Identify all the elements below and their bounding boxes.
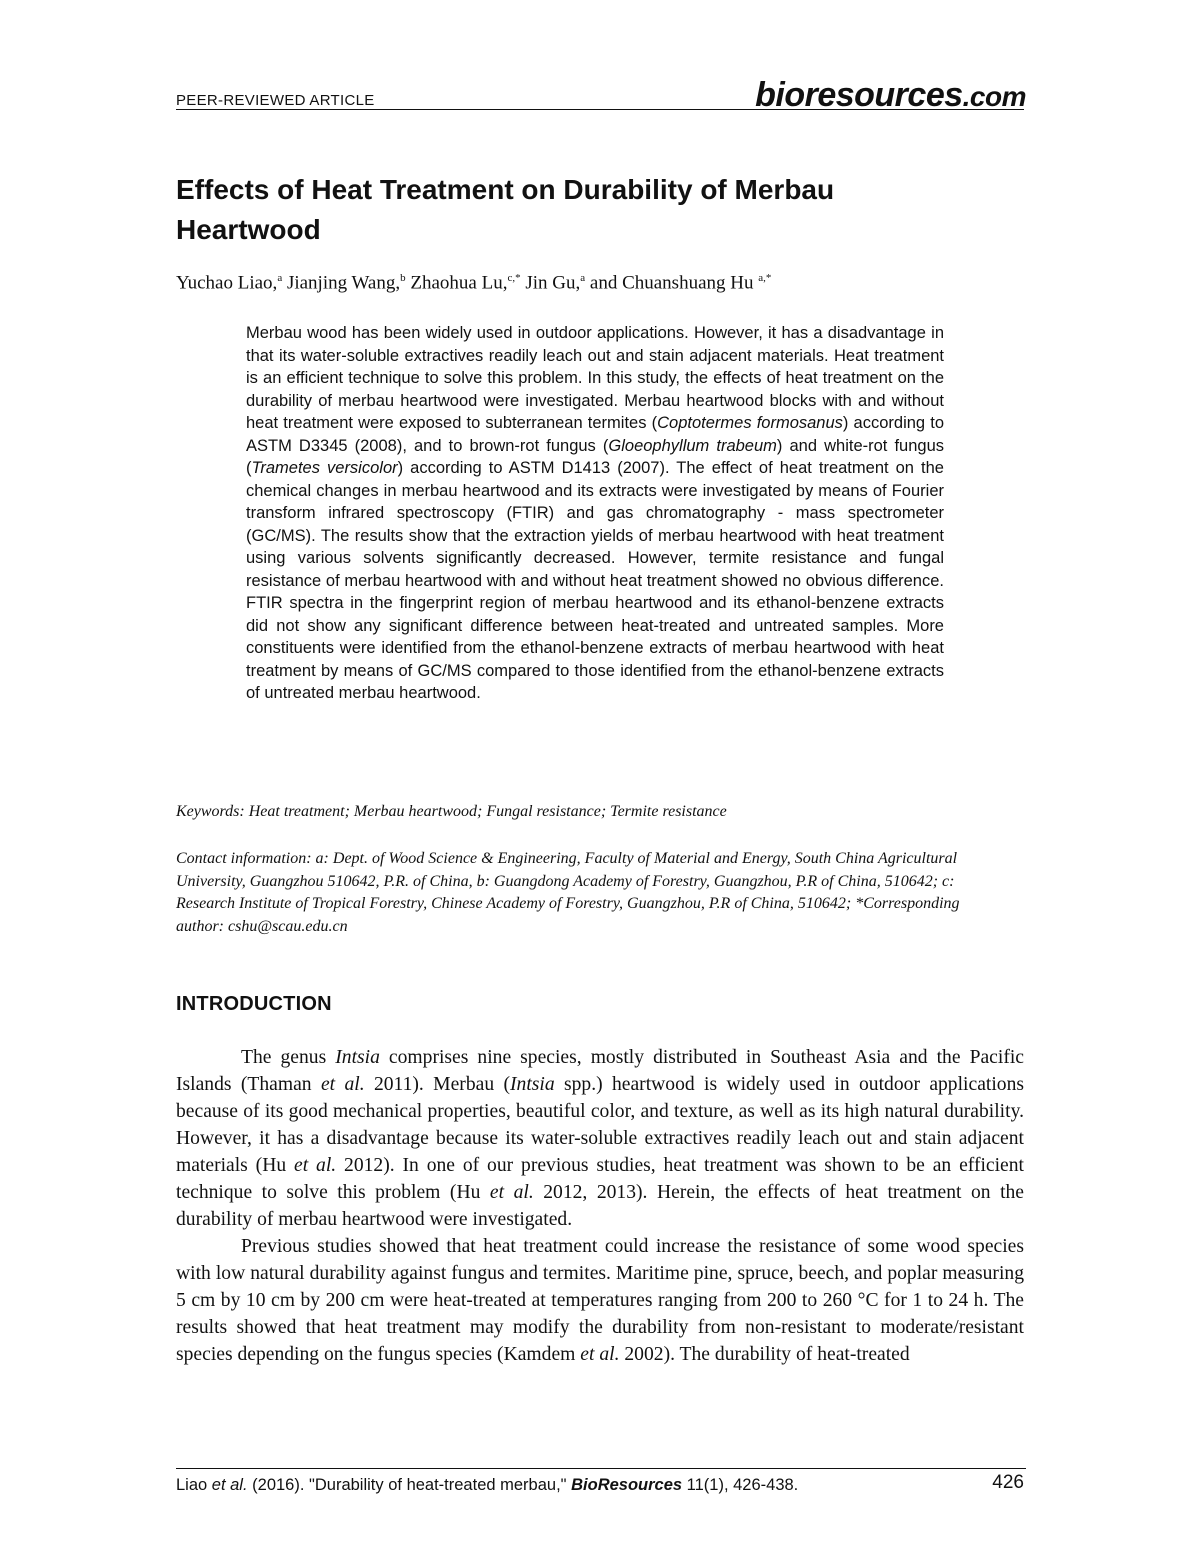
citation-etal: et al.: [211, 1476, 248, 1494]
citation-etal: et al.: [294, 1155, 337, 1176]
citation-etal: et al.: [320, 1074, 365, 1095]
text: 2012). In one of our previous studies, heat treatment was shown to be an efficient technique to solve this problem (Hu: [176, 1155, 1024, 1203]
author-list: [176, 272, 1026, 294]
contact-information: Contact information: a: Dept. of Wood Science & Engineering, Faculty of Material and Energy, South China Agricultural University, Guangzhou 510642, P.R. of China, b: Guangdong Academy of Forestry, Guangzhou, P.R of China, 510642; c: Research Institute of Tropical Forestry, Chinese Academy of Forestry, Guangzhou, P.R of China, 510642; *Corresponding author: cshu@scau.edu.cn: [176, 850, 960, 935]
author-name: Yuchao Liao,: [176, 272, 278, 294]
text: Liao: [176, 1476, 212, 1494]
abstract-text: Merbau wood has been widely used in outdoor applications. However, it has a disadvantage in that its water-soluble extractives readily leach out and stain adjacent materials. Heat treatment is an efficient technique to solve this problem. In this study, the effects of heat treatment on the durability of merbau heartwood were investigated. Merbau heartwood blocks with and without heat treatment were exposed to subterranean termites (: [246, 324, 944, 432]
journal-logo-tld: .com: [962, 81, 1026, 112]
species-name: Gloeophyllum trabeum: [608, 436, 777, 455]
text: 2002). The durability of heat-treated: [619, 1344, 910, 1365]
text: The genus: [241, 1047, 336, 1068]
author-affiliation: a,*: [758, 272, 772, 284]
genus-name: Intsia: [510, 1074, 555, 1095]
introduction-body: [176, 1044, 1024, 1368]
author-affiliation: b: [400, 272, 406, 284]
keywords: Keywords: Heat treatment; Merbau heartwood; Fungal resistance; Termite resistance: [176, 803, 727, 820]
paragraph: [176, 1233, 1024, 1368]
footer-rule: [176, 1468, 1026, 1469]
running-header: [176, 76, 1026, 116]
text: comprises nine species, mostly distributed in Southeast Asia and the Pacific Islands (Thaman: [176, 1047, 1024, 1095]
text: 2011). Merbau (: [364, 1074, 510, 1095]
citation: [176, 1476, 798, 1495]
author-name: Jianjing Wang,: [286, 272, 401, 294]
species-name: Coptotermes formosanus: [657, 414, 843, 432]
author-affiliation: a: [277, 272, 283, 284]
article-type-label: PEER-REVIEWED ARTICLE: [176, 92, 375, 109]
author-affiliation: a: [580, 272, 586, 284]
species-name: Trametes versicolor: [251, 459, 398, 477]
author-name: and Chuanshuang Hu: [589, 272, 754, 294]
genus-name: Intsia: [335, 1047, 380, 1068]
citation-etal: et al.: [489, 1182, 534, 1203]
abstract: [246, 322, 944, 705]
abstract-text: ) according to ASTM D1413 (2007). The effect of heat treatment on the chemical changes in merbau heartwood and its extracts were investigated by means of Fourier transform infrared spectroscopy (FTIR) and gas chromatography - mass spectrometer (GC/MS). The results show that the extraction yields of merbau heartwood with heat treatment using various solvents significantly decreased. However, termite resistance and fungal resistance of merbau heartwood with and without heat treatment showed no obvious difference. FTIR spectra in the fingerprint region of merbau heartwood and its ethanol-benzene extracts did not show any significant difference between heat-treated and untreated samples. More constituents were identified from the ethanol-benzene extracts of merbau heartwood with heat treatment by means of GC/MS compared to those identified from the ethanol-benzene extracts of untreated merbau heartwood.: [246, 459, 944, 702]
journal-logo-name: bioresources: [755, 76, 963, 114]
text: (2016). "Durability of heat-treated merbau,": [247, 1476, 572, 1494]
section-heading-introduction: INTRODUCTION: [176, 993, 332, 1015]
text: 2012, 2013). Herein, the effects of heat treatment on the durability of merbau heartwood were investigated.: [176, 1182, 1024, 1230]
author-affiliation: c,*: [507, 272, 521, 284]
journal-logo: [755, 76, 1026, 115]
citation-etal: et al.: [580, 1344, 620, 1365]
author-name: Jin Gu,: [525, 272, 581, 294]
paragraph: [176, 1044, 1024, 1233]
text: Previous studies showed that heat treatment could increase the resistance of some wood species with low natural durability against fungus and termites. Maritime pine, spruce, beech, and poplar measuring 5 cm by 10 cm by 200 cm were heat-treated at temperatures ranging from 200 to 260 °C for 1 to 24 h. The results showed that heat treatment may modify the durability from non-resistant to moderate/resistant species depending on the fungus species (Kamdem: [176, 1236, 1024, 1365]
author-name: Zhaohua Lu,: [410, 272, 508, 294]
text: 11(1), 426-438.: [682, 1476, 799, 1494]
journal-name: BioResources: [571, 1476, 683, 1494]
paper-title: Effects of Heat Treatment on Durability of Merbau Heartwood: [176, 174, 835, 245]
page-number: 426: [992, 1472, 1024, 1493]
text: spp.) heartwood is widely used in outdoor applications because of its good mechanical properties, beautiful color, and texture, as well as its high natural durability. However, it has a disadvantage because its water-soluble extractives readily leach out and stain adjacent materials (Hu: [176, 1074, 1024, 1176]
abstract-text: ) according to ASTM D3345 (2008), and to brown-rot fungus (: [246, 414, 945, 455]
abstract-text: ) and white-rot fungus (: [246, 436, 945, 477]
